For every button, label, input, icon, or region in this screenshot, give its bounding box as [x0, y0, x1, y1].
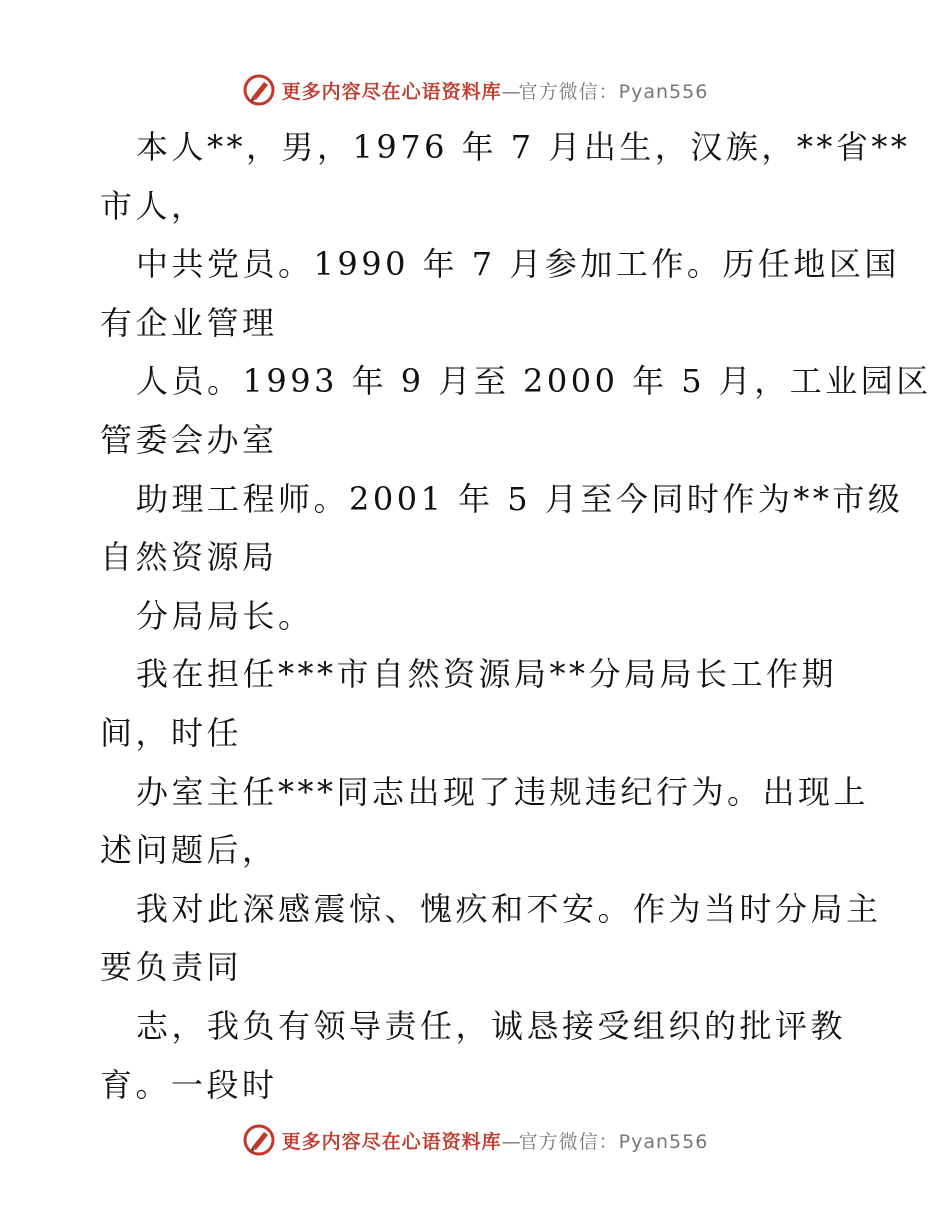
text-line: 本人**，男，1976 年 7 月出生，汉族，**省** — [136, 128, 911, 166]
text-line: 要负责同 — [100, 948, 243, 987]
text-line: 我在担任***市自然资源局**分局局长工作期 — [136, 655, 838, 694]
pen-logo-icon — [242, 73, 276, 107]
footer-banner-content — [242, 1123, 709, 1157]
footer-banner — [0, 1120, 950, 1160]
header-banner — [0, 70, 950, 110]
text-line: 助理工程师。2001 年 5 月至今同时作为**市级 — [136, 479, 904, 518]
footer-banner-wechat: 官方微信：Pyan556 — [518, 1130, 709, 1153]
text-line: 育。一段时 — [100, 1065, 278, 1104]
header-banner-wechat: 官方微信：Pyan556 — [518, 80, 709, 103]
footer-banner-separator: — — [501, 1130, 519, 1153]
text-line: 我对此深感震惊、愧疚和不安。作为当时分局主 — [136, 889, 882, 928]
text-line: 人员。1993 年 9 月至 2000 年 5 月，工业园区 — [136, 362, 932, 401]
text-line: 志，我负有领导责任，诚恳接受组织的批评教 — [136, 1006, 847, 1045]
header-banner-title: 更多内容尽在心语资料库 — [281, 80, 502, 103]
text-line: 间，时任 — [100, 713, 243, 752]
header-banner-text — [282, 77, 709, 104]
text-line: 办室主任***同志出现了违规违纪行为。出现上 — [136, 772, 870, 811]
text-line: 分局局长。 — [136, 596, 314, 635]
text-line: 市人， — [100, 186, 207, 225]
text-line: 有企业管理 — [100, 303, 278, 342]
text-line: 管委会办室 — [100, 420, 278, 459]
text-line: 自然资源局 — [100, 538, 278, 577]
document-body — [100, 118, 932, 1114]
pen-logo-icon — [242, 1123, 276, 1157]
header-banner-separator: — — [501, 80, 519, 103]
text-line: 中共党员。1990 年 7 月参加工作。历任地区国 — [136, 245, 900, 284]
header-banner-content — [242, 73, 709, 107]
footer-banner-title: 更多内容尽在心语资料库 — [281, 1130, 502, 1153]
footer-banner-text — [282, 1127, 709, 1154]
text-line: 述问题后， — [100, 831, 278, 870]
